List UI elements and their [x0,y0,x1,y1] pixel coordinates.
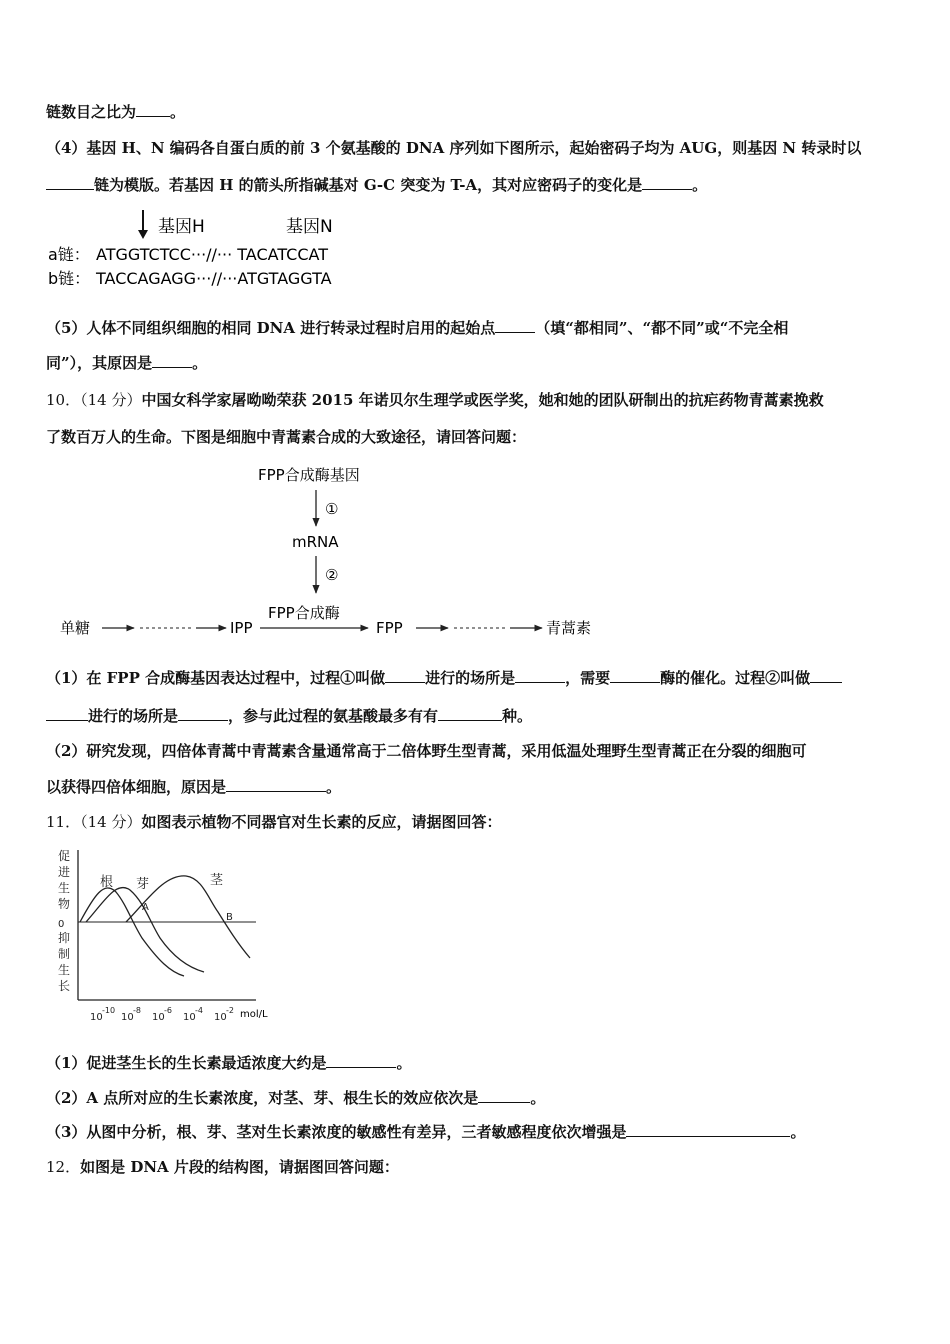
question-text: ，需要 [565,669,611,687]
artemisinin-label: 青蒿素 [546,619,592,637]
answer-blank[interactable] [515,668,565,683]
question-11-3-line [46,1122,805,1142]
question-11-line [46,812,501,832]
y-label-char: 生 [58,963,71,977]
artemisinin-pathway-figure [46,460,626,650]
x-unit-label: mol/L [240,1009,268,1020]
question-text: （4）基因 H、N 编码各自蛋白质的前 3 个氨基酸的 DNA 序列如下图所示，起始密码子均为 AUG，则基因 N 转录时以 [46,139,862,157]
x-tick-label: 10 [121,1012,134,1023]
step-2-label: ② [325,566,339,584]
question-text: 进行的场所是 [88,707,179,725]
y-label-char: 抑 [58,931,71,945]
a-strand-sequence: ATGGTCTCC···//··· TACATCCAT [96,245,328,264]
step-1-label: ① [325,500,339,518]
stem-label: 茎 [210,873,224,888]
question-5-line [46,318,788,338]
y-label-char: 物 [58,897,71,911]
line-text: 链数目之比为 [46,103,137,121]
question-11-2-line [46,1088,545,1108]
question-number: 10．（14 分） [46,391,142,409]
ipp-label: IPP [230,619,253,637]
question-text: 。 [396,1054,412,1072]
question-5-line [46,353,207,373]
answer-blank[interactable] [178,706,228,721]
question-text: （2）A 点所对应的生长素浓度，对茎、芽、根生长的效应依次是 [46,1089,479,1107]
question-text: 。 [692,176,708,194]
x-tick-exponent: -2 [226,1006,234,1015]
point-b-label: B [226,912,233,923]
point-a-label: A [142,902,149,913]
answer-blank[interactable] [136,102,170,117]
question-text: 中国女科学家屠呦呦荣获 2015 年诺贝尔生理学或医学奖，她和她的团队研制出的抗疟药物青蒿素挽救 [141,391,824,409]
question-text: 进行的场所是 [425,669,516,687]
y-label-char: 促 [58,849,71,863]
question-4-line [46,175,707,195]
y-label-char: 长 [58,979,71,993]
text-line [46,102,185,122]
a-strand-label: a链： [48,245,90,264]
question-4-line [46,138,861,158]
answer-blank[interactable] [326,1053,396,1068]
answer-blank[interactable] [642,175,692,190]
answer-blank[interactable] [610,668,660,683]
question-10-line [46,427,526,447]
x-tick-exponent: -4 [195,1006,203,1015]
question-text: ，参与此过程的氨基酸最多有有 [228,707,439,725]
question-text: 。 [326,778,342,796]
bud-curve [86,888,204,972]
question-number: 11．（14 分） [46,813,142,831]
question-text: 。 [530,1089,546,1107]
answer-blank[interactable] [152,353,192,368]
gene-n-label: 基因N [286,217,333,237]
x-tick-label: 10 [183,1012,196,1023]
answer-blank[interactable] [226,777,326,792]
question-text: （3）从图中分析，根、芽、茎对生长素浓度的敏感性有差异，三者敏感程度依次增强是 [46,1123,627,1141]
question-text: 链为模版。若基因 H 的箭头所指碱基对 G-C 突变为 T-A，其对应密码子的变化是 [94,176,643,194]
question-10-2-line [46,741,806,761]
y-label-char: 生 [58,881,71,895]
enzyme-label: FPP合成酶 [268,604,340,622]
answer-blank[interactable] [46,706,88,721]
question-text: 以获得四倍体细胞，原因是 [46,778,227,796]
question-text: （5）人体不同组织细胞的相同 DNA 进行转录过程时启用的起始点 [46,319,496,337]
b-strand-label: b链： [48,269,91,288]
question-11-1-line [46,1053,411,1073]
sugar-label: 单糖 [60,619,91,637]
answer-blank[interactable] [626,1122,790,1137]
zero-label: 0 [58,919,65,930]
answer-blank[interactable] [478,1088,530,1103]
question-text: （2）研究发现，四倍体青蒿中青蒿素含量通常高于二倍体野生型青蒿，采用低温处理野生型青蒿正在分裂的细胞可 [46,742,807,760]
question-text: 了数百万人的生命。下图是细胞中青蒿素合成的大致途径，请回答问题： [46,428,527,446]
x-tick-label: 10 [214,1012,227,1023]
x-tick-exponent: -8 [133,1006,141,1015]
fpp-gene-label: FPP合成酶基因 [258,466,360,484]
question-text: 。 [790,1123,806,1141]
question-10-2-line [46,777,341,797]
question-text: 种。 [502,707,533,725]
answer-blank[interactable] [46,175,94,190]
x-tick-exponent: -10 [102,1006,116,1015]
question-10-1-line [46,706,532,726]
question-number: 12． [46,1158,81,1176]
line-text: 。 [170,103,186,121]
question-text: （1）在 FPP 合成酶基因表达过程中，过程①叫做 [46,669,386,687]
answer-blank[interactable] [810,668,842,683]
dna-sequence-figure [46,206,386,296]
question-text: 如图表示植物不同器官对生长素的反应，请据图回答： [141,813,502,831]
answer-blank[interactable] [495,318,535,333]
x-tick-exponent: -6 [164,1006,172,1015]
y-label-char: 进 [58,865,71,879]
question-text: 酶的催化。过程②叫做 [660,669,811,687]
root-curve [80,888,184,976]
fpp-label: FPP [376,619,403,637]
question-text: （填“都相同”、“都不同”或“不完全相 [535,319,789,337]
auxin-response-chart [46,842,286,1027]
question-text: 。 [192,354,208,372]
question-10-1-line [46,668,842,688]
question-text: 如图是 DNA 片段的结构图，请据图回答问题： [80,1158,399,1176]
x-tick-label: 10 [152,1012,165,1023]
question-10-line [46,390,824,410]
question-12-line [46,1157,399,1177]
answer-blank[interactable] [385,668,425,683]
question-text: 同”），其原因是 [46,354,153,372]
bud-label: 芽 [136,877,150,892]
question-text: （1）促进茎生长的生长素最适浓度大约是 [46,1054,327,1072]
gene-h-label: 基因H [158,217,205,237]
arrow-head [138,230,148,239]
y-label-char: 制 [58,947,71,961]
answer-blank[interactable] [438,706,502,721]
b-strand-sequence: TACCAGAGG···//···ATGTAGGTA [96,269,332,288]
x-tick-label: 10 [90,1012,103,1023]
mrna-label: mRNA [292,533,339,551]
root-label: 根 [100,875,114,890]
